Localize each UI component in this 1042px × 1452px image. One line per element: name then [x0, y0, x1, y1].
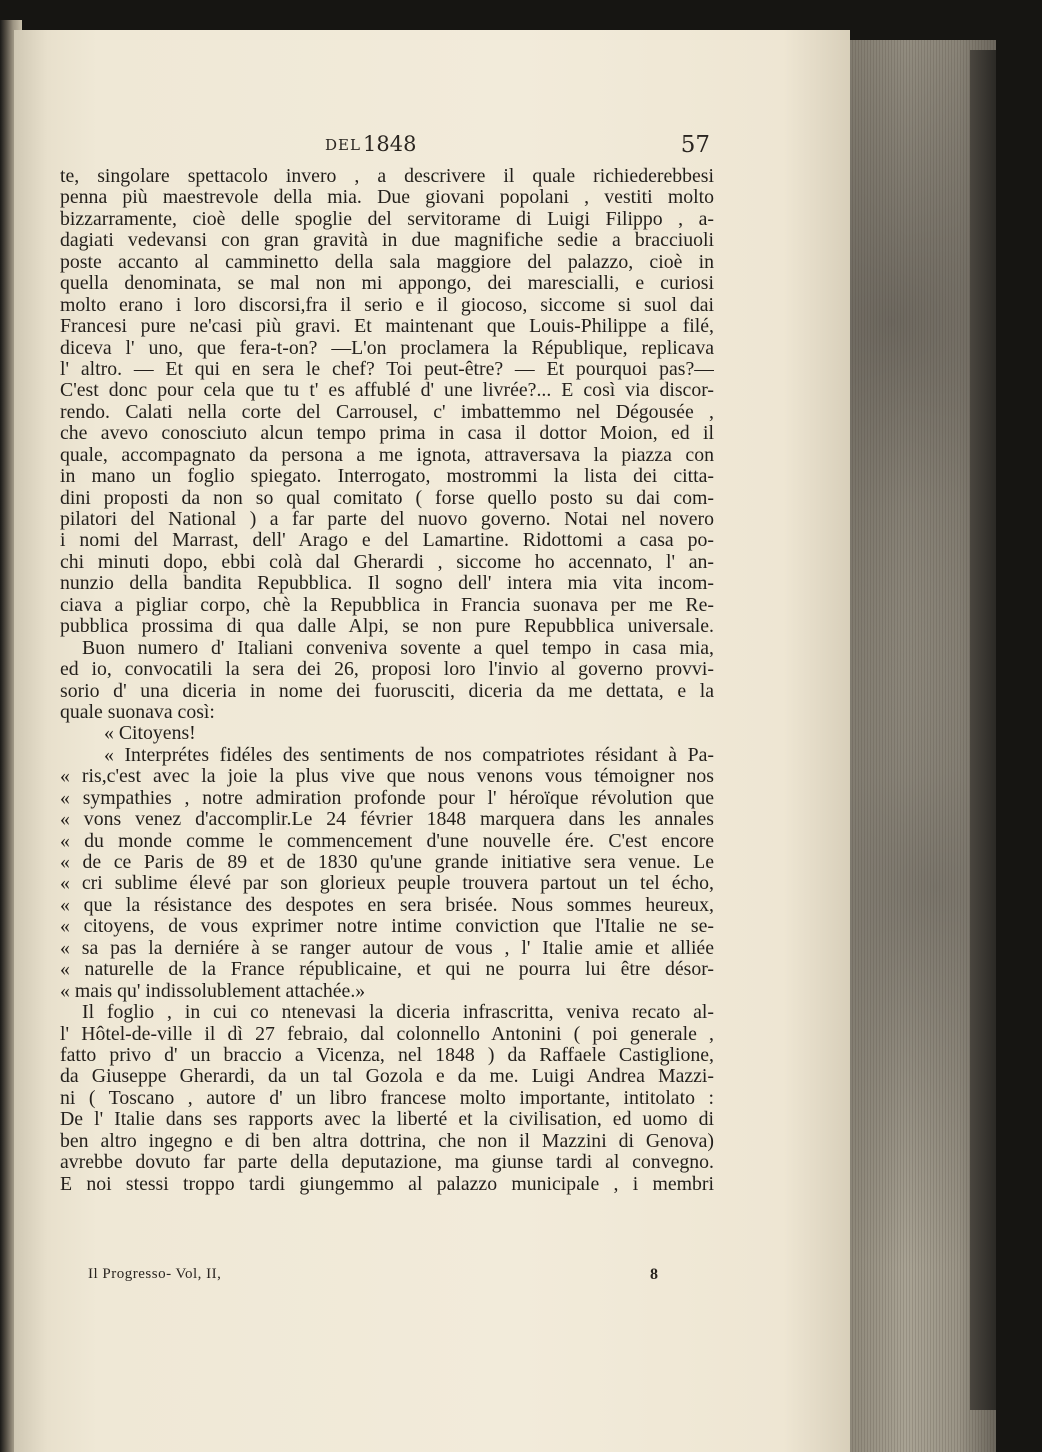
text-line: l' Hôtel-de-ville il dì 27 febraio, dal colonnello Antonini ( poi generale ,	[60, 1023, 714, 1045]
text-line: Buon numero d' Italiani conveniva sovente a quel tempo in casa mia,	[82, 637, 714, 659]
text-line: in mano un foglio spiegato. Interrogato, mostrommi la lista dei citta-	[60, 466, 714, 488]
page-footer	[88, 1266, 658, 1288]
text-line: « sa pas la derniére à se ranger autour de vous , l' Italie amie et alliée	[60, 937, 714, 959]
text-line: « que la résistance des despotes en sera brisée. Nous sommes heureux,	[60, 894, 714, 916]
text-line: « cri sublime élevé par son glorieux peuple trouvera partout un tel écho,	[60, 873, 714, 895]
text-line: ben altro ingegno e di ben altra dottrina, che non il Mazzini di Genova)	[60, 1130, 714, 1152]
text-line: ed io, convocatili la sera dei 26, proposi loro l'invio al governo provvi-	[60, 659, 714, 681]
text-line: avrebbe dovuto far parte della deputazione, ma giunse tardi al convegno.	[60, 1152, 714, 1174]
text-line: te, singolare spettacolo invero , a descrivere il quale richiederebbesi	[60, 166, 714, 187]
text-line: sorio d' una diceria in nome dei fuorusciti, diceria da me dettata, e la	[60, 680, 714, 702]
sheet-number: 8	[650, 1266, 658, 1283]
text-line: De l' Italie dans ses rapports avec la liberté et la civilisation, ed uomo di	[60, 1109, 714, 1131]
text-line: dagiati vedevansi con gran gravità in due magnifiche sedie a bracciuoli	[60, 230, 714, 252]
header-year: 1848	[363, 132, 417, 156]
text-line: ciava a pigliar corpo, chè la Repubblica in Francia suonava per me Re-	[60, 594, 714, 616]
text-line: « ris,c'est avec la joie la plus vive que nous venons vous témoigner nos	[60, 766, 714, 788]
text-line: pubblica prossima di qua dalle Alpi, se non pure Repubblica universale.	[60, 616, 714, 638]
text-line: « du monde comme le commencement d'une nouvelle ére. C'est encore	[60, 830, 714, 852]
text-line: ni ( Toscano , autore d' un libro francese molto importante, intitolato :	[60, 1087, 714, 1109]
text-line: C'est donc pour cela que tu t' es affublé d' une livrée?... E così via discor-	[60, 380, 714, 402]
running-header	[60, 132, 710, 160]
text-line: molto erano i loro discorsi,fra il serio e il giocoso, siccome si suol dai	[60, 294, 714, 316]
text-line: dini proposti da non so qual comitato ( forse quello posto su dai com-	[60, 487, 714, 509]
text-line: « citoyens, de vous exprimer notre intime conviction que l'Italie ne se-	[60, 916, 714, 938]
text-line: « sympathies , notre admiration profonde pour l' héroïque révolution que	[60, 787, 714, 809]
text-line: « naturelle de la France républicaine, et qui ne pourra lui être désor-	[60, 959, 714, 981]
text-line: chi minuti dopo, ebbi colà dal Gherardi , siccome ho accennato, l' an-	[60, 551, 714, 573]
text-line: « vons venez d'accomplir.Le 24 février 1848 marquera dans les annales	[60, 809, 714, 831]
text-line: Francesi pure ne'casi più gravi. Et maintenant que Louis-Philippe a filé,	[60, 316, 714, 338]
text-line: fatto privo d' un braccio a Vicenza, nel 1848 ) da Raffaele Castiglione,	[60, 1044, 714, 1066]
text-line: rendo. Calati nella corte del Carrousel, c' imbattemmo nel Dégousée ,	[60, 401, 714, 423]
text-line: i nomi del Marrast, dell' Arago e del Lamartine. Ridottomi a casa po-	[60, 530, 714, 552]
text-line: « mais qu' indissolublement attachée.»	[60, 980, 366, 1002]
text-line: l' altro. — Et qui en sera le chef? Toi peut-être? — Et pourquoi pas?—	[60, 358, 714, 380]
page-number: 57	[680, 132, 710, 158]
text-line: poste accanto al camminetto della sala maggiore del palazzo, cioè in	[60, 251, 714, 273]
text-line: quale suonava così:	[60, 701, 215, 723]
text-line: E noi stessi troppo tardi giungemmo al palazzo municipale , i membri	[60, 1173, 714, 1195]
text-line: Il foglio , in cui co ntenevasi la diceria infrascritta, veniva recato al-	[82, 1002, 714, 1024]
text-line: « Citoyens!	[104, 723, 196, 745]
text-line: diceva l' uno, que fera-t-on? —L'on proclamera la République, replicava	[60, 337, 714, 359]
body-text	[60, 166, 714, 1195]
text-line: « Interprétes fidéles des sentiments de nos compatriotes résidant à Pa-	[104, 744, 714, 766]
text-line: quale, accompagnato da persona a me ignota, attraversava la piazza con	[60, 444, 714, 466]
text-line: quella denominata, se mal non mi appongo, dei marescialli, e curiosi	[60, 273, 714, 295]
text-line: che avevo conosciuto alcun tempo prima in casa il dottor Moion, ed il	[60, 423, 714, 445]
text-line: da Giuseppe Gherardi, da un tal Gozola e da me. Luigi Andrea Mazzi-	[60, 1066, 714, 1088]
text-line: « de ce Paris de 89 et de 1830 qu'une grande initiative sera venue. Le	[60, 852, 714, 873]
text-line: penna più maestrevole della mia. Due giovani popolani , vestiti molto	[60, 187, 714, 209]
header-del: DEL	[325, 136, 361, 154]
text-line: pilatori del National ) a far parte del nuovo governo. Notai nel novero	[60, 509, 714, 530]
text-line: bizzarramente, cioè delle spoglie del servitorame di Luigi Filippo , a-	[60, 208, 714, 230]
text-line: nunzio della bandita Repubblica. Il sogno dell' intera mia vita incom-	[60, 573, 714, 595]
signature-mark: Il Progresso- Vol, II,	[88, 1266, 222, 1282]
book-cover-edge	[970, 50, 996, 1410]
